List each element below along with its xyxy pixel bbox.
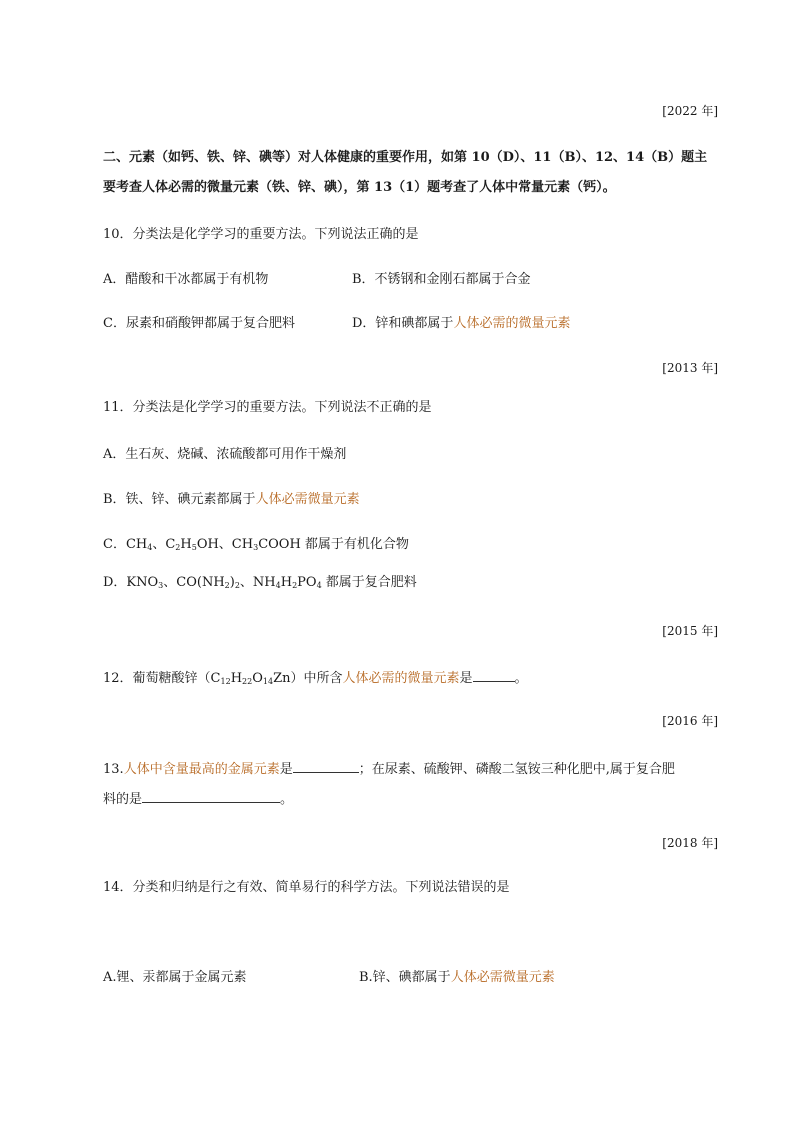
q11-c-subscript: 4	[147, 543, 153, 552]
q13-end: 。	[280, 792, 294, 807]
q10-option-b: B．不锈钢和金刚石都属于合金	[352, 272, 531, 287]
q11-option-b	[103, 492, 360, 508]
q12-part: Zn）中所含	[273, 671, 343, 686]
q10-option-d	[352, 316, 570, 332]
q13-answer-blank-1[interactable]	[293, 760, 359, 773]
q11-d-subscript: 4	[316, 581, 322, 590]
q14-option-a: A.锂、汞都属于金属元素	[103, 970, 247, 985]
q11-c-subscript: 3	[253, 543, 259, 552]
year-label-2013: [2013 年]	[662, 361, 718, 375]
q10-stem: 10．分类法是化学学习的重要方法。下列说法正确的是	[103, 227, 419, 242]
q12-part: H	[230, 671, 243, 686]
q14-stem: 14．分类和归纳是行之有效、简单易行的科学方法。下列说法错误的是	[103, 880, 510, 895]
q11-c-subscript: 5	[191, 543, 197, 552]
q12-highlight: 人体必需的微量元素	[342, 671, 460, 686]
q13-line-1	[103, 760, 675, 778]
q11-d-subscript: 2	[224, 581, 230, 590]
q13-text: 是	[279, 762, 293, 777]
q10-option-c: C．尿素和硝酸钾都属于复合肥料	[103, 316, 295, 331]
q11-option-d	[103, 575, 417, 591]
q11-d-part: )	[229, 575, 235, 590]
q11-c-subscript: 2	[175, 543, 181, 552]
q11-d-part: D．KNO	[103, 575, 159, 590]
q12-part: 是	[459, 671, 473, 686]
q11-option-c	[103, 537, 409, 553]
intro-line-2: 要考查人体必需的微量元素（铁、锌、碘），第 13（1）题考查了人体中常量元素（钙）。	[103, 180, 616, 195]
q10-option-d-text: D．锌和碘都属于	[352, 316, 454, 331]
q14-option-b-text: B.锌、碘都属于	[359, 970, 451, 985]
q13-text: 料的是	[103, 792, 143, 807]
q10-option-a: A．醋酸和干冰都属于有机物	[103, 272, 269, 287]
q11-option-b-text: B．铁、锌、碘元素都属于	[103, 492, 256, 507]
q11-c-part: H	[180, 537, 192, 552]
q11-d-part: 、NH	[239, 575, 276, 590]
q12-subscript: 12	[220, 677, 231, 686]
q10-option-d-highlight: 人体必需的微量元素	[453, 316, 571, 331]
q12-part: O	[252, 671, 263, 686]
q11-d-subscript: 2	[234, 581, 240, 590]
q12-part: 12．葡萄糖酸锌（C	[103, 671, 221, 686]
q11-d-subscript: 2	[292, 581, 298, 590]
q12-subscript: 22	[242, 677, 253, 686]
q11-option-b-highlight: 人体必需微量元素	[255, 492, 360, 507]
q11-d-subscript: 3	[158, 581, 164, 590]
q12-answer-blank[interactable]	[473, 669, 515, 682]
q12-stem	[103, 669, 528, 687]
q13-line-2	[103, 790, 293, 808]
q13-answer-blank-2[interactable]	[142, 790, 280, 803]
year-label-2018: [2018 年]	[662, 836, 718, 850]
q11-d-part: H	[280, 575, 293, 590]
q11-c-part: COOH 都属于有机化合物	[258, 537, 409, 552]
q11-c-part: C．CH	[103, 537, 148, 552]
q11-option-a: A．生石灰、烧碱、浓硫酸都可用作干燥剂	[103, 447, 347, 462]
q11-d-subscript: 4	[275, 581, 281, 590]
q14-option-b-highlight: 人体必需微量元素	[450, 970, 555, 985]
q11-d-part: 、CO(NH	[163, 575, 225, 590]
q13-highlight: 人体中含量最高的金属元素	[123, 762, 280, 777]
q11-c-part: OH、CH	[196, 537, 254, 552]
year-label-2022: [2022 年]	[662, 104, 718, 118]
q11-stem: 11．分类法是化学学习的重要方法。下列说法不正确的是	[103, 400, 432, 415]
q14-option-b	[359, 970, 555, 986]
q12-end: 。	[514, 671, 528, 686]
q11-d-part: 都属于复合肥料	[321, 575, 417, 590]
q13-number: 13.	[103, 762, 124, 777]
year-label-2016: [2016 年]	[662, 714, 718, 728]
year-label-2015: [2015 年]	[662, 624, 718, 638]
q12-subscript: 14	[262, 677, 274, 686]
q13-text: ；在尿素、硫酸钾、磷酸二氢铵三种化肥中,属于复合肥	[358, 762, 675, 777]
q11-c-part: 、C	[152, 537, 176, 552]
intro-line-1: 二、元素（如钙、铁、锌、碘等）对人体健康的重要作用，如第 10（D）、11（B）、12、14（B）题主	[103, 150, 708, 165]
q11-d-part: PO	[297, 575, 317, 590]
